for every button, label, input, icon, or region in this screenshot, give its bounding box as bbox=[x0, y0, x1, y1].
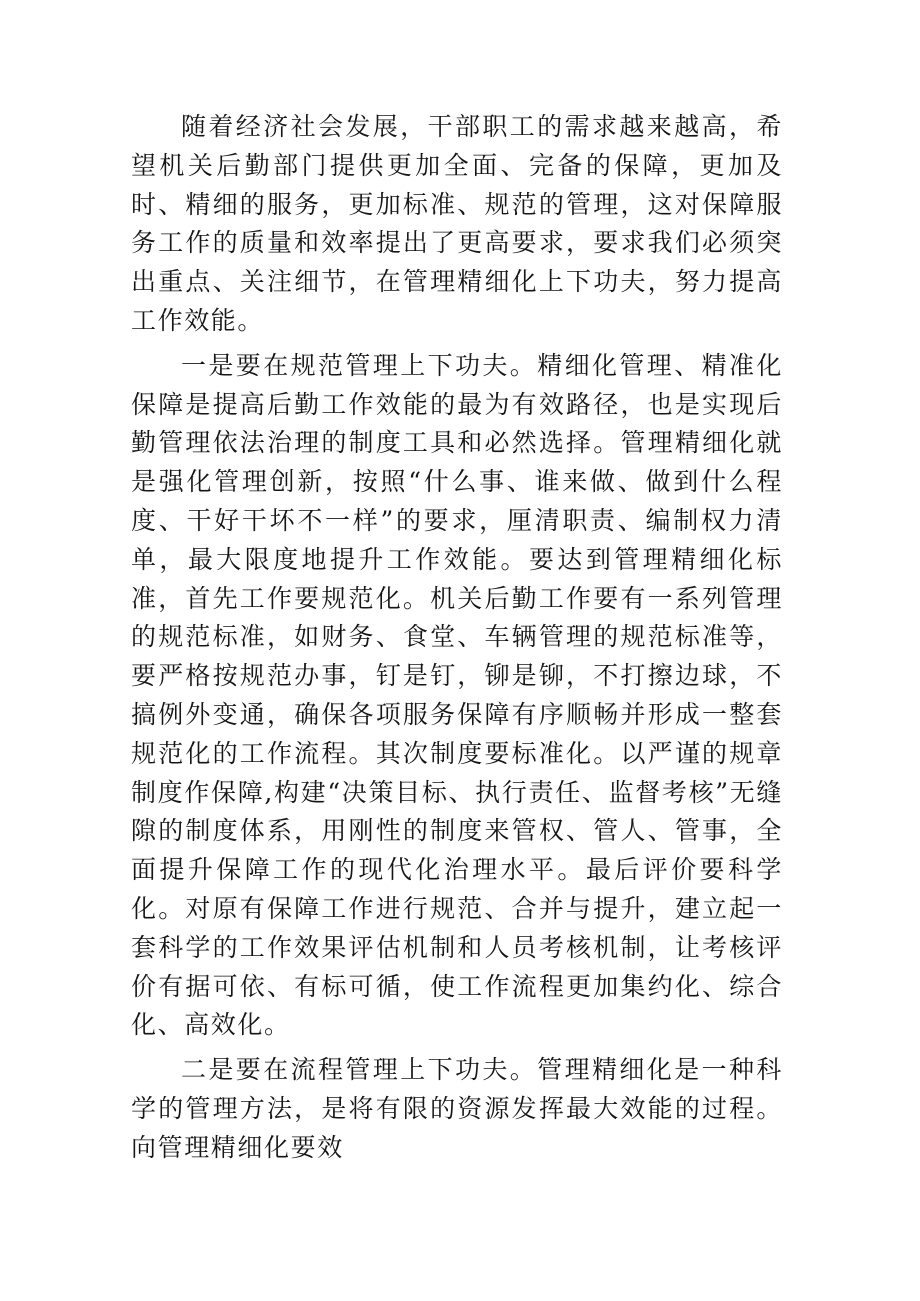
paragraph-standard-management: 一是要在规范管理上下功夫。精细化管理、精准化保障是提高后勤工作效能的最为有效路径，也是实现后勤管理依法治理的制度工具和必然选择。管理精细化就是强化管理创新，按照“什么事、谁来做、做到什么程度、干好干坏不一样”的要求，厘清职责、编制权力清单，最大限度地提升工作效能。要达到管理精细化标准，首先工作要规范化。机关后勤工作要有一系列管理的规范标准，如财务、食堂、车辆管理的规范标准等，要严格按规范办事，钉是钉，铆是铆，不打擦边球，不搞例外变通，确保各项服务保障有序顺畅并形成一整套规范化的工作流程。其次制度要标准化。以严谨的规章制度作保障,构建“决策目标、执行责任、监督考核”无缝隙的制度体系，用刚性的制度来管权、管人、管事，全面提升保障工作的现代化治理水平。最后评价要科学化。对原有保障工作进行规范、合并与提升，建立起一套科学的工作效果评估机制和人员考核机制，让考核评价有据可依、有标可循，使工作流程更加集约化、综合化、高效化。 bbox=[131, 350, 783, 1040]
document-body bbox=[131, 108, 783, 1168]
paragraph-process-management: 二是要在流程管理上下功夫。管理精细化是一种科学的管理方法，是将有限的资源发挥最大效能的过程。向管理精细化要效 bbox=[131, 1055, 783, 1162]
paragraph-intro: 随着经济社会发展，干部职工的需求越来越高，希望机关后勤部门提供更加全面、完备的保障，更加及时、精细的服务，更加标准、规范的管理，这对保障服务工作的质量和效率提出了更高要求，要求我们必须突出重点、关注细节，在管理精细化上下功夫，努力提高工作效能。 bbox=[131, 112, 783, 335]
